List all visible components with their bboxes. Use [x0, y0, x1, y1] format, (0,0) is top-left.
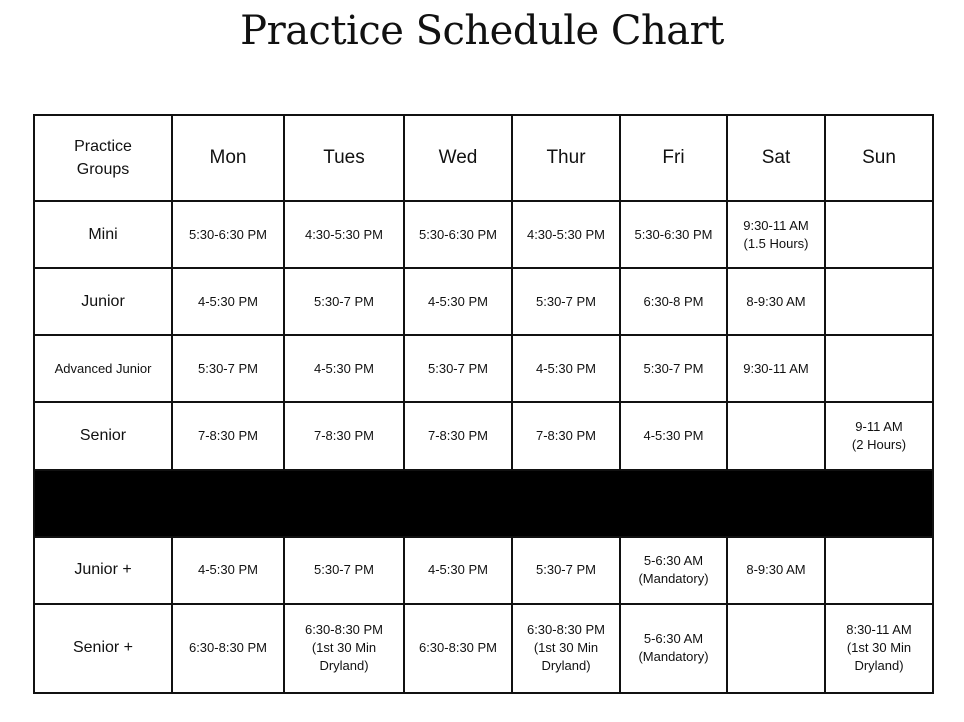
day-header-mon: Mon [172, 115, 284, 201]
table-row [34, 201, 933, 268]
schedule-cell: 8:30-11 AM (1st 30 Min Dryland) [825, 604, 933, 693]
schedule-cell [825, 335, 933, 402]
schedule-cell: 5:30-7 PM [284, 268, 404, 335]
schedule-cell: 5:30-6:30 PM [404, 201, 512, 268]
table-row [34, 604, 933, 693]
schedule-cell [727, 604, 825, 693]
schedule-cell [825, 537, 933, 604]
day-header-wed: Wed [404, 115, 512, 201]
page-title: Practice Schedule Chart [240, 8, 724, 54]
schedule-cell: 5:30-7 PM [284, 537, 404, 604]
schedule-cell: 6:30-8:30 PM (1st 30 Min Dryland) [284, 604, 404, 693]
group-label: Senior + [34, 604, 172, 693]
schedule-cell: 7-8:30 PM [172, 402, 284, 469]
group-label: Junior + [34, 537, 172, 604]
schedule-cell: 5:30-7 PM [172, 335, 284, 402]
schedule-cell: 5-6:30 AM (Mandatory) [620, 537, 727, 604]
schedule-cell: 4-5:30 PM [512, 335, 620, 402]
day-header-sun: Sun [825, 115, 933, 201]
schedule-cell: 4-5:30 PM [172, 268, 284, 335]
schedule-cell: 4-5:30 PM [172, 537, 284, 604]
schedule-cell: 4-5:30 PM [620, 402, 727, 469]
day-header-fri: Fri [620, 115, 727, 201]
schedule-cell: 6:30-8:30 PM [404, 604, 512, 693]
divider-bar [34, 470, 933, 537]
group-label: Junior [34, 268, 172, 335]
schedule-cell: 4-5:30 PM [404, 268, 512, 335]
schedule-cell: 5:30-7 PM [404, 335, 512, 402]
day-header-thur: Thur [512, 115, 620, 201]
schedule-cell: 6:30-8:30 PM [172, 604, 284, 693]
table-row [34, 268, 933, 335]
schedule-cell [727, 402, 825, 469]
schedule-cell: 9:30-11 AM (1.5 Hours) [727, 201, 825, 268]
table-row [34, 335, 933, 402]
schedule-cell: 5:30-6:30 PM [172, 201, 284, 268]
group-label: Mini [34, 201, 172, 268]
schedule-cell: 7-8:30 PM [512, 402, 620, 469]
schedule-cell [825, 268, 933, 335]
corner-header: Practice Groups [34, 115, 172, 201]
schedule-table [33, 114, 934, 694]
schedule-cell: 4-5:30 PM [284, 335, 404, 402]
schedule-cell: 5:30-6:30 PM [620, 201, 727, 268]
schedule-cell: 5:30-7 PM [512, 268, 620, 335]
schedule-cell: 6:30-8 PM [620, 268, 727, 335]
schedule-cell: 9-11 AM (2 Hours) [825, 402, 933, 469]
table-row [34, 537, 933, 604]
group-label: Senior [34, 402, 172, 469]
schedule-cell: 8-9:30 AM [727, 537, 825, 604]
day-header-tues: Tues [284, 115, 404, 201]
schedule-cell: 4:30-5:30 PM [284, 201, 404, 268]
group-label: Advanced Junior [34, 335, 172, 402]
table-row [34, 402, 933, 469]
header-row [34, 115, 933, 201]
schedule-cell [825, 201, 933, 268]
schedule-cell: 5:30-7 PM [512, 537, 620, 604]
schedule-cell: 4-5:30 PM [404, 537, 512, 604]
schedule-cell: 7-8:30 PM [404, 402, 512, 469]
schedule-cell: 6:30-8:30 PM (1st 30 Min Dryland) [512, 604, 620, 693]
schedule-cell: 4:30-5:30 PM [512, 201, 620, 268]
schedule-cell: 8-9:30 AM [727, 268, 825, 335]
day-header-sat: Sat [727, 115, 825, 201]
schedule-cell: 9:30-11 AM [727, 335, 825, 402]
schedule-cell: 5:30-7 PM [620, 335, 727, 402]
divider-row [34, 470, 933, 537]
schedule-cell: 5-6:30 AM (Mandatory) [620, 604, 727, 693]
schedule-cell: 7-8:30 PM [284, 402, 404, 469]
